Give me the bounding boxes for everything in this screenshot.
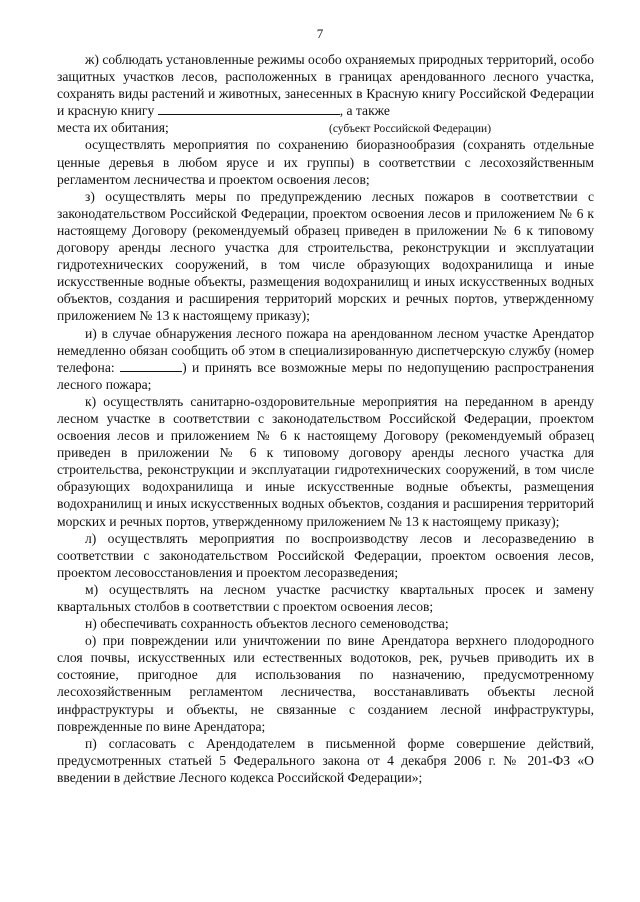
paragraph-o: о) при повреждении или уничтожении по вине Арендатора верхнего плодородного слоя почвы, искусственных или естественных водотоков, рек, ручьев приводить их в состояние, пригодное для использования по назначению, предусмотренному лесохозяйственным регламентом лесничества, восстанавливать объекты лесной инфраструктуры и объекты, не связанные с созданием лесной инфраструктуры, поврежденные по вине Арендатора;: [57, 633, 594, 734]
document-body: [57, 51, 594, 786]
paragraph-k: к) осуществлять санитарно-оздоровительные мероприятия на переданном в аренду лесном участке в соответствии с законодательством Российской Федерации, проектом освоения лесов и приложением № 6 к настоящему Договору (рекомендуемый образец приведен в приложении № 6 к типовому договору аренды лесного участка для строительства, реконструкции и эксплуатации гидротехнических сооружений, в том числе образующих водохранилища и иные искусственные водные объекты, размещения водохранилищ и иных искусственных водных объектов, создания и расширения территорий морских и речных портов, утвержденному приложением № 13 к настоящему приказу);: [57, 393, 594, 529]
phone-blank-field: [120, 359, 182, 372]
paragraph-m: м) осуществлять на лесном участке расчистку квартальных просек и замену квартальных столбов в соответствии с проектом освоения лесов;: [57, 581, 594, 614]
paragraph-zh-tail: , а также: [339, 103, 390, 119]
paragraph-i-text: и) в случае обнаружения лесного пожара на арендованном лесном участке Арендатор немедленно обязан сообщить об этом в специализированную диспетчерскую службу (номер телефона:: [57, 325, 594, 375]
paragraph-zh-habitat-text: места их обитания;: [57, 120, 169, 136]
paragraph-n: н) обеспечивать сохранность объектов лесного семеноводства;: [85, 616, 449, 632]
paragraph-p: п) согласовать с Арендодателем в письменной форме совершение действий, предусмотренных статьей 5 Федерального закона от 4 декабря 2006 г. № 201-ФЗ «О введении в действие Лесного кодекса Российской Федерации»;: [57, 735, 594, 785]
paragraph-i-tail: ) и принять все возможные меры по недопущению распространения лесного пожара;: [57, 359, 594, 392]
paragraph-zh-biodiversity: осуществлять мероприятия по сохранению биоразнообразия (сохранять отдельные ценные деревья в любом ярусе и их группы) в соответствии с лесохозяйственным регламентом лесничества и проектом освоения лесов;: [57, 137, 594, 187]
region-blank-field: [158, 102, 340, 115]
paragraph-l: л) осуществлять мероприятия по воспроизводству лесов и лесоразведению в соответствии с законодательством Российской Федерации, проектом освоения лесов, проектом лесовосстановления и проектом лесоразведения;: [57, 530, 594, 580]
page-number: 7: [316, 26, 324, 41]
paragraph-i: [57, 325, 594, 393]
paragraph-z: з) осуществлять меры по предупреждению лесных пожаров в соответствии с законодательством Российской Федерации, проектом освоения лесов и приложением № 6 к настоящему Договору (рекомендуемый образец приведен в приложении № 6 к типовому договору аренды лесного участка для строительства, реконструкции и эксплуатации гидротехнических сооружений, в том числе образующих водохранилища и иные искусственные водные объекты, размещения водохранилищ и иных искусственных водных объектов, создания и расширения территорий морских и речных портов, утвержденному приложением № 13 к настоящему приказу);: [57, 188, 594, 324]
paragraph-zh: [57, 51, 594, 119]
blank-field-caption: (субъект Российской Федерации): [329, 123, 492, 136]
paragraph-zh-text: ж) соблюдать установленные режимы особо охраняемых природных территорий, особо защитных участков лесов, расположенных в границах арендованного лесного участка, сохранять виды растений и животных, занесенных в Красную книгу Российской Федерации и красную книгу: [57, 52, 594, 119]
